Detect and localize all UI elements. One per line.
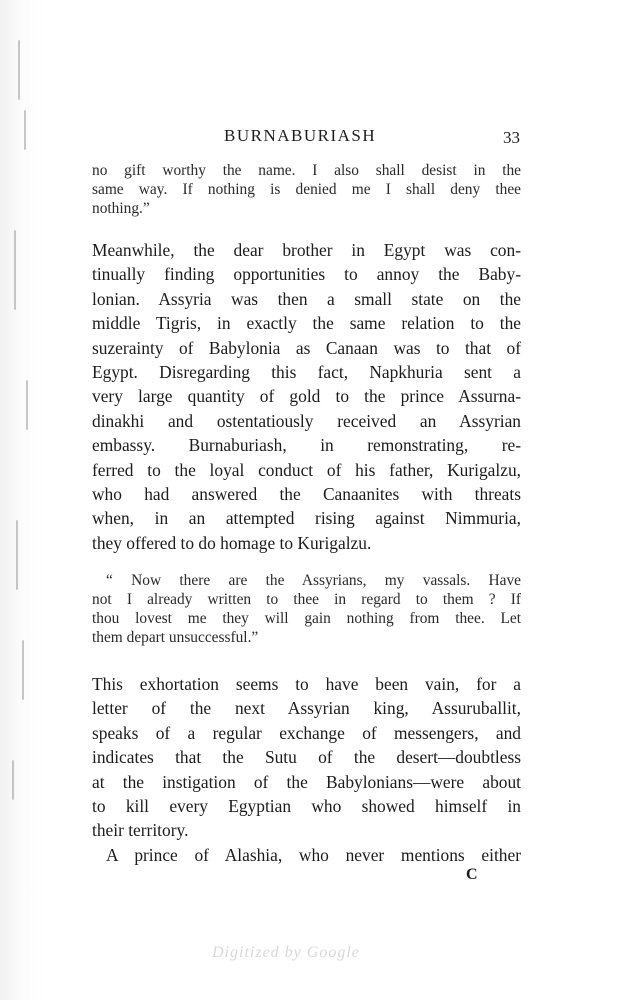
text-line: them depart unsuccessful.” <box>92 629 259 646</box>
text-line: suzerainty of Babylonia as Canaan was to that of <box>92 337 521 358</box>
text-line: very large quantity of gold to the prince Assurna- <box>92 386 521 407</box>
text-line: tinually finding opportunities to annoy the Baby- <box>92 264 521 285</box>
scan-artifact <box>14 230 16 310</box>
text-line: at the instigation of the Babylonians—were about <box>92 771 521 792</box>
quote-block-1 <box>92 161 521 218</box>
scanned-page-gutter <box>0 0 46 1000</box>
text-line: letter of the next Assyrian king, Assuruballit, <box>92 698 521 719</box>
scan-artifact <box>26 380 28 430</box>
text-line: ferred to the loyal conduct of his father, Kurigalzu, <box>92 459 521 480</box>
digitization-watermark: Digitized by Google <box>212 944 360 961</box>
paragraph-2 <box>92 672 521 843</box>
text-line: nothing.” <box>92 200 150 217</box>
text-line: A prince of Alashia, who never mentions either <box>106 845 521 865</box>
text-line: thou lovest me they will gain nothing from thee. Let <box>92 610 521 627</box>
paragraph-3 <box>92 843 521 867</box>
text-line: lonian. Assyria was then a small state on the <box>92 288 521 309</box>
page-header <box>92 126 520 148</box>
signature-mark: C <box>466 866 478 883</box>
text-line: same way. If nothing is denied me I shall deny thee <box>92 181 521 198</box>
text-line: This exhortation seems to have been vain, for a <box>92 674 521 694</box>
scan-artifact <box>22 640 24 700</box>
text-line: to kill every Egyptian who showed himself in <box>92 796 521 817</box>
scan-artifact <box>18 40 20 100</box>
text-line: middle Tigris, in exactly the same relation to the <box>92 313 521 334</box>
text-line: Egypt. Disregarding this fact, Napkhuria sent a <box>92 362 521 383</box>
text-line: when, in an attempted rising against Nimmuria, <box>92 508 521 529</box>
paragraph-1 <box>92 238 521 555</box>
scan-artifact <box>16 520 18 590</box>
quote-block-2 <box>92 571 521 647</box>
text-line: their territory. <box>92 820 189 841</box>
text-line: not I already written to thee in regard to them ? If <box>92 591 521 608</box>
page-number: 33 <box>503 128 520 147</box>
text-line: no gift worthy the name. I also shall desist in the <box>92 162 521 179</box>
text-line: Meanwhile, the dear brother in Egypt was con- <box>92 240 521 260</box>
scan-artifact <box>24 110 26 150</box>
scan-artifact <box>12 760 14 800</box>
text-line: embassy. Burnaburiash, in remonstrating, re- <box>92 435 521 456</box>
running-title: BURNABURIASH <box>224 126 377 145</box>
text-line: indicates that the Sutu of the desert—doubtless <box>92 747 521 768</box>
text-line: “ Now there are the Assyrians, my vassals. Have <box>106 572 521 589</box>
text-line: speaks of a regular exchange of messengers, and <box>92 722 521 743</box>
text-line: dinakhi and ostentatiously received an Assyrian <box>92 410 521 431</box>
text-line: they offered to do homage to Kurigalzu. <box>92 532 372 553</box>
text-line: who had answered the Canaanites with threats <box>92 484 521 505</box>
